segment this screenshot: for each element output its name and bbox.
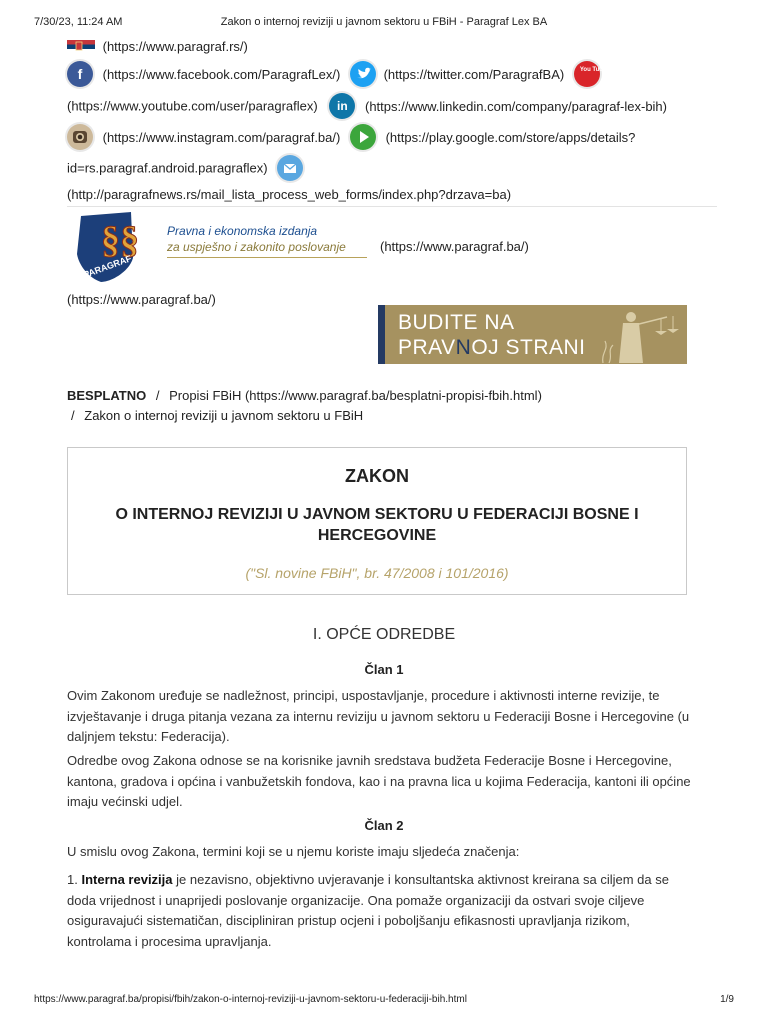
social-row-2 (67, 93, 667, 119)
mail-link-row (67, 186, 511, 202)
breadcrumb-separator-2: / (71, 408, 75, 423)
youtube-icon[interactable] (574, 61, 607, 87)
twitter-icon[interactable] (350, 61, 376, 87)
linkedin-icon[interactable]: in (329, 93, 355, 119)
justice-statue-icon (583, 305, 683, 364)
article-2-title: Član 2 (364, 818, 404, 833)
facebook-icon[interactable]: f (67, 61, 93, 87)
social-row-4 (67, 155, 303, 181)
serbia-flag-icon[interactable] (67, 40, 95, 54)
twitter-link[interactable]: (https://twitter.com/ParagrafBA) (383, 66, 565, 82)
mail-icon[interactable] (277, 155, 303, 181)
google-play-link[interactable]: (https://play.google.com/store/apps/details? (385, 129, 636, 145)
social-row-1 (67, 61, 607, 87)
article-2-paragraph-1: U smislu ovog Zakona, termini koji se u njemu koriste imaju sljedeća značenja: (67, 844, 520, 859)
home-link-row (67, 291, 216, 307)
law-heading: ZAKON (345, 466, 409, 486)
breadcrumb (67, 386, 542, 426)
logo-rule (167, 257, 367, 258)
banner-line-2 (398, 336, 586, 360)
breadcrumb-separator: / (155, 388, 160, 403)
banner-line-1: BUDITE NA (398, 311, 515, 334)
home-link[interactable]: (https://www.paragraf.ba/) (67, 292, 216, 308)
law-title-box (67, 447, 687, 595)
section-title: I. OPĆE ODREDBE (312, 626, 456, 643)
youtube-link[interactable]: (https://www.youtube.com/user/paragraflex) (67, 98, 318, 114)
article-2-item-1-text: je nezavisno, objektivno uvjeravanje i konsultantska aktivnost kreirana sa ciljem da se doda vrijednost i unaprijedi poslovanje organizacije. Ona pomaže organizaciji da ostvari svoje ciljeve osiguravajući sistematičan, discipliniran pristup ocjeni i poboljšanju efikasnosti upravljanja rizikom, kontrolama i procesima upravljanja. (67, 872, 669, 949)
print-footer-url: https://www.paragraf.ba/propisi/fbih/zakon-o-internoj-reviziji-u-javnom-sektoru-u-federaciji-bih.html (34, 994, 467, 1005)
linkedin-link[interactable]: (https://www.linkedin.com/company/paragraf-lex-bih) (364, 98, 667, 114)
law-gazette-reference: ("Sl. novine FBiH", br. 47/2008 i 101/2016) (245, 565, 509, 581)
serbia-link-row[interactable] (67, 38, 248, 54)
logo-tagline-1: Pravna i ekonomska izdanja (167, 224, 318, 238)
article-2-item-1-term: Interna revizija (81, 872, 173, 887)
facebook-link[interactable]: (https://www.facebook.com/ParagrafLex/) (102, 66, 341, 82)
banner-line-2c: OJ STRANI (471, 336, 586, 359)
logo-tagline-2: za uspješno i zakonito poslovanje (167, 240, 346, 254)
google-play-link-cont[interactable]: id=rs.paragraf.android.paragraflex) (67, 160, 268, 176)
youtube-icon-text: You Tube (579, 67, 607, 73)
banner-line-2a: PRAV (398, 336, 456, 359)
banner-accent-bar (378, 305, 385, 364)
print-page-title: Zakon o internoj reviziji u javnom sektoru u FBiH - Paragraf Lex BA (220, 16, 548, 28)
instagram-icon[interactable] (67, 124, 93, 150)
serbia-link[interactable]: (https://www.paragraf.rs/) (102, 39, 248, 55)
article-1-title: Član 1 (364, 662, 404, 677)
mail-link[interactable]: (http://paragrafnews.rs/mail_lista_process_web_forms/index.php?drzava=ba) (67, 187, 512, 203)
svg-text:PARAGRAF: PARAGRAF (82, 253, 133, 280)
print-footer (34, 994, 734, 1008)
article-2-item-1-number: 1. (67, 872, 78, 887)
breadcrumb-level-2: Zakon o internoj reviziji u javnom sektoru u FBiH (84, 408, 364, 423)
print-header (34, 16, 734, 30)
paragraf-shield-icon (71, 210, 163, 284)
breadcrumb-level-1[interactable]: Propisi FBiH (https://www.paragraf.ba/besplatni-propisi-fbih.html) (169, 388, 542, 403)
breadcrumb-root[interactable]: BESPLATNO (67, 388, 147, 403)
article-2-item-1 (67, 870, 695, 952)
svg-text:§§: §§ (101, 219, 139, 261)
print-datetime: 7/30/23, 11:24 AM (34, 16, 123, 28)
article-1-paragraph-2: Odredbe ovog Zakona odnose se na korisnike javnih sredstava budžeta Federacije Bosne i Hercegovine, kantona, gradova i općina i vanbužetskih fondova, kao i na pravna lica u kojima Federacija, kantoni ili općine imaju većinski udjel. (67, 753, 691, 809)
google-play-icon[interactable] (350, 124, 376, 150)
logo-link-row (380, 238, 529, 254)
instagram-link[interactable]: (https://www.instagram.com/paragraf.ba/) (102, 129, 341, 145)
print-page-number: 1/9 (720, 994, 734, 1005)
logo-link[interactable]: (https://www.paragraf.ba/) (380, 239, 529, 255)
budite-na-pravnoj-strani-banner[interactable] (378, 305, 687, 364)
banner-line-2b: N (455, 336, 472, 359)
paragraf-logo[interactable] (67, 206, 367, 288)
social-row-3 (67, 124, 635, 150)
article-1-paragraph-1: Ovim Zakonom uređuje se nadležnost, principi, uspostavljanje, procedure i aktivnosti interne revizije, te izvještavanje i druga pitanja vezana za internu reviziju u javnom sektoru u Federaciji Bosne i Hercegovine (u daljnjem tekstu: Federacija). (67, 688, 690, 744)
law-full-title: O INTERNOJ REVIZIJI U JAVNOM SEKTORU U FEDERACIJI BOSNE I HERCEGOVINE (115, 506, 639, 544)
